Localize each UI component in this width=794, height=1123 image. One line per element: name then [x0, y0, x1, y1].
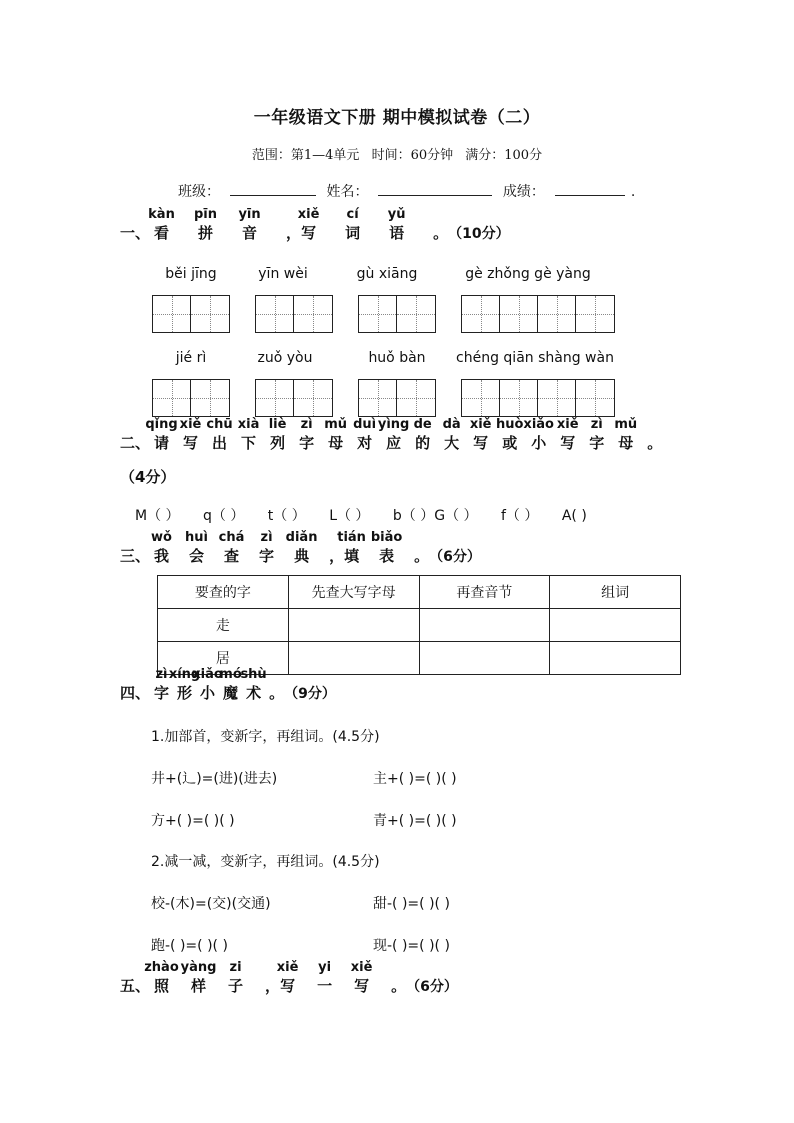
annotated-char [387, 207, 406, 243]
pinyin: qǐng [145, 417, 178, 432]
annotated-char [442, 417, 461, 453]
pinyin: de [413, 417, 432, 432]
student-line-end: . [630, 184, 636, 200]
annotated-char [180, 960, 217, 996]
pinyin: xiě [276, 960, 299, 975]
hanzi: 查 [224, 547, 240, 565]
section-note: （6分） [429, 549, 481, 565]
annotated-char [337, 530, 366, 566]
pinyin: xiě [350, 960, 373, 975]
hanzi: 样 [191, 977, 207, 995]
exercise-line [151, 893, 450, 913]
pinyin: chá [218, 530, 245, 545]
pinyin: zì [590, 417, 603, 432]
annotated-char [218, 530, 245, 566]
page-title: 一年级语文下册 期中模拟试卷（二） [253, 108, 541, 128]
part-2-title: 2.减一减，变新字，再组词。(4.5分) [151, 854, 380, 870]
annotated-char [286, 222, 301, 243]
pinyin: zì [260, 530, 273, 545]
annotated-char [148, 207, 175, 243]
pinyin-item: yīn wèi [258, 266, 308, 282]
exercise-line [151, 768, 457, 788]
exam-info [0, 144, 794, 163]
hanzi: 下 [241, 434, 257, 452]
table-header: 要查的字 [158, 576, 289, 609]
annotated-char [495, 417, 524, 453]
hanzi: 形 [177, 684, 193, 702]
annotated-char [317, 960, 333, 996]
annotated-char [194, 207, 218, 243]
answer-cell[interactable] [288, 642, 419, 675]
letter-blank[interactable]: M（ ） [135, 508, 180, 524]
table-cell: 走 [158, 609, 289, 642]
annotated-char [370, 530, 403, 566]
annotated-char [151, 530, 172, 566]
annotated-char [353, 417, 377, 453]
hanzi: 填 [344, 547, 360, 565]
annotated-char [144, 960, 179, 996]
annotated-char [185, 530, 208, 566]
annotated-char [345, 207, 361, 243]
section-3-chars [151, 530, 430, 565]
pinyin: xiě [469, 417, 492, 432]
pinyin: yi [318, 960, 332, 975]
part-1-title: 1.加部首，变新字，再组词。(4.5分) [151, 729, 380, 745]
section-4-heading [120, 667, 336, 703]
annotated-char [297, 207, 320, 243]
hanzi: 写 [280, 977, 296, 995]
pinyin: pīn [194, 207, 218, 222]
writing-grid[interactable] [255, 295, 333, 333]
hanzi: 。 [647, 434, 663, 452]
annotated-char [238, 207, 261, 243]
hanzi: 看 [154, 224, 170, 242]
annotated-char [589, 417, 605, 453]
hanzi: ， [329, 547, 345, 565]
section-3-heading [120, 530, 481, 566]
pinyin: xià [237, 417, 260, 432]
writing-grid[interactable] [152, 295, 230, 333]
annotated-char [414, 545, 429, 566]
section-note: （10分） [448, 226, 510, 242]
pinyin: chū [206, 417, 233, 432]
name-label: 姓名： [326, 184, 369, 200]
writing-grid[interactable] [358, 295, 436, 333]
hanzi: 拼 [198, 224, 214, 242]
writing-grid[interactable] [461, 295, 615, 333]
hanzi: 或 [502, 434, 518, 452]
annotated-char [329, 545, 344, 566]
annotated-char [179, 417, 202, 453]
letter-blank[interactable]: f（ ） [500, 508, 539, 524]
section-number: 二、 [120, 434, 151, 452]
hanzi: 列 [270, 434, 286, 452]
hanzi: 词 [345, 224, 361, 242]
class-label: 班级： [178, 184, 220, 200]
writing-grid[interactable] [461, 379, 615, 417]
pinyin: kàn [148, 207, 175, 222]
annotated-char [299, 417, 315, 453]
annotated-char [168, 667, 201, 703]
pinyin: biǎo [370, 530, 403, 545]
writing-grid[interactable] [358, 379, 436, 417]
exam-score: 满分：100分 [465, 148, 543, 163]
hanzi: 一 [317, 977, 333, 995]
exercise-item[interactable]: 校-(木)=(交)(交通) [151, 896, 271, 912]
hanzi: 的 [415, 434, 431, 452]
pinyin: shù [240, 667, 267, 682]
name-blank[interactable] [378, 181, 492, 196]
pinyin-item: chéng qiān shàng wàn [456, 350, 614, 366]
annotated-char [433, 222, 448, 243]
annotated-char [523, 417, 554, 453]
pinyin-item: jié rì [175, 350, 207, 366]
writing-grid[interactable] [255, 379, 333, 417]
hanzi: 子 [228, 977, 244, 995]
answer-cell[interactable] [550, 609, 681, 642]
pinyin: yīn [238, 207, 261, 222]
hanzi: 我 [154, 547, 170, 565]
hanzi: 写 [473, 434, 489, 452]
section-5-chars [144, 960, 407, 995]
annotated-char [269, 682, 284, 703]
annotated-char [413, 417, 432, 453]
exercise-item[interactable]: 青+( )=( )( ) [373, 813, 457, 829]
hanzi: 大 [444, 434, 460, 452]
pinyin: zì [300, 417, 313, 432]
grade-label: 成绩： [502, 184, 545, 200]
hanzi: 照 [154, 977, 170, 995]
annotated-char [228, 960, 244, 996]
pinyin: mó [219, 667, 242, 682]
annotated-char [154, 667, 170, 703]
exercise-item[interactable]: 甜-( )=( )( ) [373, 896, 450, 912]
annotated-char [259, 530, 275, 566]
annotated-char [268, 417, 287, 453]
pinyin: yìng [377, 417, 410, 432]
section-4-chars [154, 667, 285, 702]
hanzi: 字 [154, 684, 170, 702]
annotated-char [206, 417, 233, 453]
hanzi: 魔 [223, 684, 239, 702]
pinyin: zhào [144, 960, 179, 975]
section-note: （9分） [284, 686, 336, 702]
pinyin: mǔ [324, 417, 347, 432]
annotated-char [469, 417, 492, 453]
pinyin: dà [442, 417, 461, 432]
exercise-item[interactable]: 跑-( )=( )( ) [151, 938, 228, 954]
hanzi: 母 [328, 434, 344, 452]
pinyin: xiě [179, 417, 202, 432]
class-blank[interactable] [230, 181, 316, 196]
letter-blank[interactable]: A( ) [561, 508, 587, 524]
hanzi: 字 [259, 547, 275, 565]
pinyin: tián [337, 530, 366, 545]
pinyin: huò [495, 417, 524, 432]
hanzi: 。 [391, 977, 407, 995]
pinyin: cí [346, 207, 359, 222]
pinyin: mǔ [614, 417, 638, 432]
section-note: （6分） [406, 979, 458, 995]
table-header: 先查大写字母 [288, 576, 419, 609]
pinyin: huì [185, 530, 208, 545]
answer-cell[interactable] [419, 642, 550, 675]
hanzi: 典 [294, 547, 310, 565]
table-header: 再查音节 [419, 576, 550, 609]
pinyin-item: huǒ bàn [368, 350, 426, 366]
section-1-heading [120, 207, 510, 243]
section-2-note: （4分） [120, 468, 176, 486]
letter-blank[interactable]: L（ ） [329, 508, 370, 524]
dictionary-table [157, 575, 681, 675]
student-info [178, 181, 635, 201]
pinyin: duì [353, 417, 377, 432]
pinyin-item: gù xiāng [356, 266, 418, 282]
hanzi: 母 [618, 434, 634, 452]
pinyin: zi [229, 960, 242, 975]
annotated-char [391, 975, 406, 996]
exercise-item[interactable]: 现-( )=( )( ) [373, 938, 450, 954]
exam-scope: 范围：第1—4单元 [251, 148, 360, 163]
pinyin: xiǎo [523, 417, 554, 432]
pinyin-item: zuǒ yòu [257, 350, 313, 366]
table-row [158, 609, 681, 642]
annotated-char [324, 417, 347, 453]
hanzi: 字 [299, 434, 315, 452]
exercise-line [151, 935, 450, 955]
annotated-char [377, 417, 410, 453]
pinyin: yǔ [387, 207, 406, 222]
hanzi: 写 [301, 224, 317, 242]
exercise-item[interactable]: 方+( )=( )( ) [151, 813, 235, 829]
section-number: 一、 [120, 224, 151, 242]
pinyin: diǎn [285, 530, 318, 545]
hanzi: 。 [433, 224, 449, 242]
letter-list [135, 505, 606, 525]
exercise-line [151, 810, 457, 830]
annotated-char [237, 417, 260, 453]
section-number: 四、 [120, 684, 151, 702]
section-number: 五、 [120, 977, 151, 995]
pinyin-item: běi jīng [165, 266, 217, 282]
table-cell: 居 [158, 642, 289, 675]
answer-cell[interactable] [288, 609, 419, 642]
hanzi: ， [265, 977, 281, 995]
exercise-item[interactable]: 主+( )=( )( ) [373, 771, 457, 787]
section-2-chars [145, 417, 663, 452]
answer-cell[interactable] [550, 642, 681, 675]
answer-cell[interactable] [419, 609, 550, 642]
hanzi: 小 [531, 434, 547, 452]
hanzi: 对 [357, 434, 373, 452]
pinyin: yàng [180, 960, 217, 975]
annotated-char [240, 667, 267, 703]
hanzi: 字 [589, 434, 605, 452]
annotated-char [276, 960, 299, 996]
annotated-char [556, 417, 579, 453]
section-1-chars [148, 207, 449, 242]
hanzi: 。 [269, 684, 285, 702]
hanzi: 表 [379, 547, 395, 565]
hanzi: 写 [560, 434, 576, 452]
hanzi: 写 [354, 977, 370, 995]
pinyin: zì [155, 667, 168, 682]
hanzi: 术 [246, 684, 262, 702]
section-2-heading [120, 417, 663, 453]
hanzi: 小 [200, 684, 216, 702]
table-header: 组词 [550, 576, 681, 609]
hanzi: ， [286, 224, 302, 242]
annotated-char [219, 667, 242, 703]
letter-blank[interactable]: q（ ） [202, 508, 245, 524]
hanzi: 出 [212, 434, 228, 452]
hanzi: 应 [386, 434, 402, 452]
annotated-char [145, 417, 178, 453]
section-number: 三、 [120, 547, 151, 565]
hanzi: 写 [183, 434, 199, 452]
annotated-char [265, 975, 280, 996]
section-5-heading [120, 960, 458, 996]
pinyin: xiě [297, 207, 320, 222]
writing-grid[interactable] [152, 379, 230, 417]
pinyin-item: gè zhǒng gè yàng [465, 266, 591, 282]
annotated-char [350, 960, 373, 996]
hanzi: 语 [389, 224, 405, 242]
annotated-char [192, 667, 223, 703]
exercise-item[interactable]: 井+(辶)=(进)(进去) [151, 771, 278, 787]
annotated-char [285, 530, 318, 566]
pinyin: xíng [168, 667, 201, 682]
pinyin: liè [268, 417, 287, 432]
pinyin: wǒ [151, 530, 172, 545]
hanzi: 会 [189, 547, 205, 565]
letter-blank[interactable]: b（ ）G（ ） [392, 508, 478, 524]
annotated-char [614, 417, 638, 453]
hanzi: 。 [414, 547, 430, 565]
annotated-char [647, 432, 662, 453]
table-header-row [158, 576, 681, 609]
letter-blank[interactable]: t（ ） [267, 508, 306, 524]
hanzi: 请 [154, 434, 170, 452]
pinyin: xiě [556, 417, 579, 432]
hanzi: 音 [242, 224, 258, 242]
exam-time: 时间：60分钟 [371, 148, 454, 163]
pinyin: xiǎo [192, 667, 223, 682]
grade-blank[interactable] [555, 181, 625, 196]
